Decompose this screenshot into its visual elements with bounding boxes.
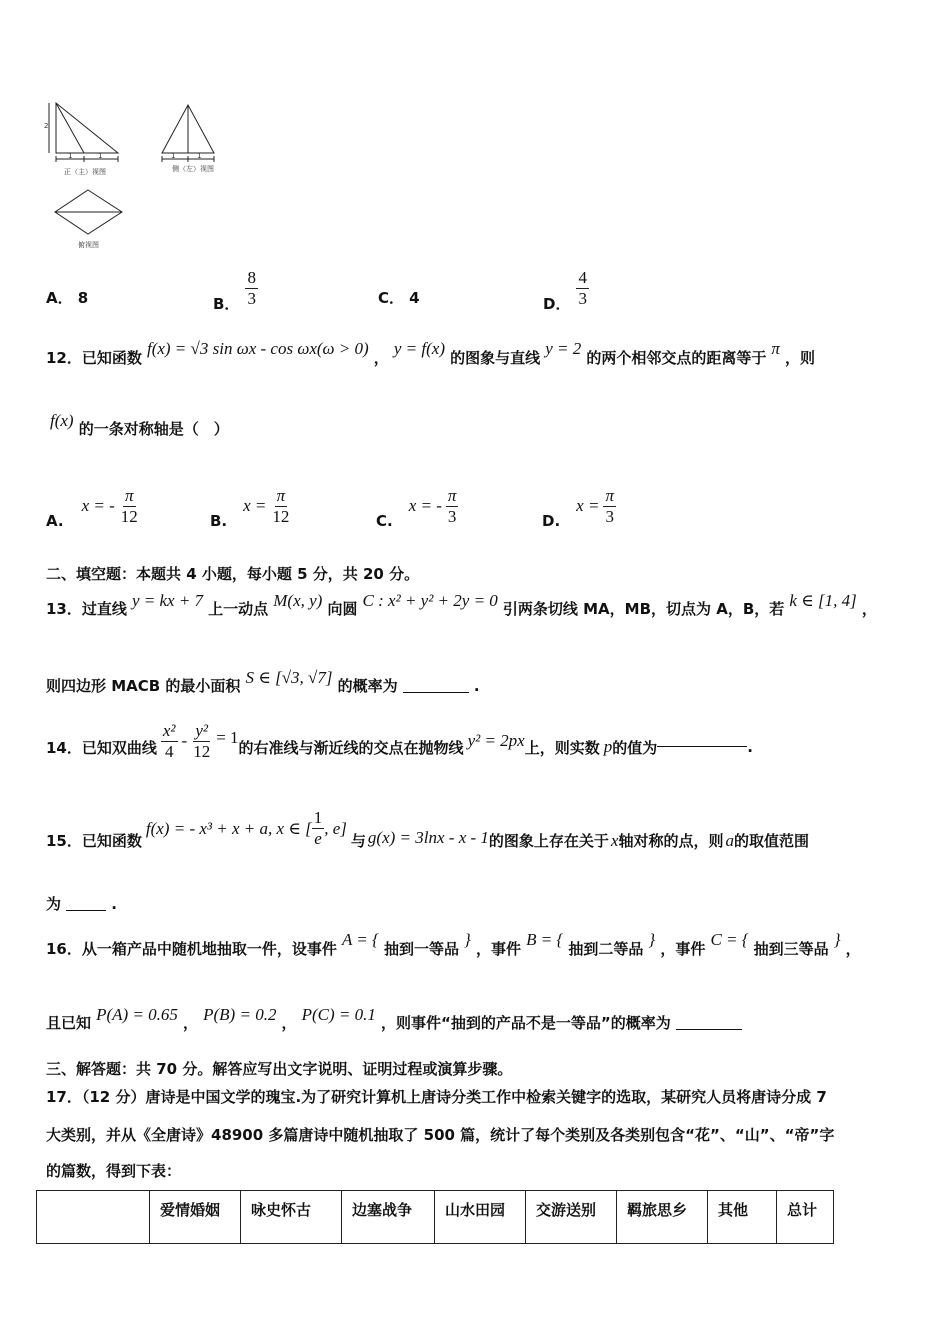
q15-stem: 15．已知函数 f(x) = - x³ + x + a, x ∈ [ $\frac{1}{e}$ , e] 与 g(x) = 3lnx - x - 1 的图象上存在关于 x 轴对称的点，则 a 的取值范围	[46, 808, 809, 850]
q16-stem: 16．从一箱产品中随机地抽取一件，设事件 A = { 抽到一等品 } ，事件 B = { 抽到二等品 } ，事件 C = { 抽到三等品 } ，	[46, 930, 861, 958]
table-header-cell: 总计	[777, 1191, 834, 1244]
q15-line2: 为 .	[46, 895, 117, 913]
answer-blank[interactable]	[66, 909, 106, 911]
q12-option-a[interactable]: A. x = - $\frac{\pi}{12}$	[46, 485, 138, 530]
fraction: $\frac{\pi}{12}$	[272, 485, 290, 526]
side-view-caption: 侧（左）视图	[172, 165, 214, 173]
q13-stem: 13．过直线 y = kx + 7 上一动点 M(x, y) 向圆 C : x² + y² + 2y = 0 引两条切线 MA，MB，切点为 A，B，若 k ∈ [1, 4] ，	[46, 591, 877, 618]
q12-stem: 12．已知函数 f(x) = √3 sin ωx - cos ωx(ω > 0) ， y = f(x) 的图象与直线 y = 2 的两个相邻交点的距离等于 π ，则	[46, 339, 816, 367]
answer-blank[interactable]	[403, 691, 469, 693]
section-2-heading: 二、填空题：本题共 4 小题，每小题 5 分，共 20 分。	[46, 565, 420, 583]
top-view-caption: 俯视图	[78, 241, 99, 249]
fraction: $\frac{\pi}{3}$	[447, 485, 457, 526]
fraction: $\frac{\text{y²}}{12}$	[193, 721, 211, 761]
q12-option-d[interactable]: D. x = $\frac{\pi}{3}$	[542, 485, 614, 530]
table-header-cell: 边塞战争	[342, 1191, 435, 1244]
q17-line2: 大类别，并从《全唐诗》48900 多篇唐诗中随机抽取了 500 篇，统计了每个类别及各类别包含“花”、“山”、“帝”字	[46, 1126, 835, 1144]
fraction: $\frac{\text{x²}}{4}$	[162, 721, 176, 761]
q12-question: f(x) 的一条对称轴是（ ）	[50, 411, 229, 438]
fraction: $\frac{1}{e}$	[313, 808, 323, 848]
q13-line2: 则四边形 MACB 的最小面积 S ∈ [√3, √7] 的概率为 .	[46, 668, 480, 695]
dim-unit: 1	[171, 152, 176, 160]
dim-unit: 1	[68, 152, 73, 160]
q12-option-b[interactable]: B. x = $\frac{\pi}{12}$	[210, 485, 290, 530]
dim-height: 2	[44, 122, 49, 130]
q11-option-c[interactable]: C． 4	[378, 289, 420, 307]
table-header-cell: 咏史怀古	[241, 1191, 342, 1244]
section-3-heading: 三、解答题：共 70 分。解答应写出文字说明、证明过程或演算步骤。	[46, 1060, 513, 1078]
q16-line2: 且已知 P(A) = 0.65 ， P(B) = 0.2 ， P(C) = 0.1 ，则事件“抽到的产品不是一等品”的概率为	[46, 1012, 742, 1033]
table-header-cell: 交游送别	[526, 1191, 617, 1244]
table-header-cell	[37, 1191, 150, 1244]
side-view-drawing	[162, 105, 214, 162]
fraction: $\frac{4}{3}$	[578, 268, 587, 308]
dim-unit: 1	[98, 152, 103, 160]
q11-option-a[interactable]: A． 8	[46, 289, 89, 307]
dim-unit: 1	[197, 152, 202, 160]
table-header-cell: 其他	[708, 1191, 777, 1244]
q17-line3: 的篇数，得到下表：	[46, 1162, 182, 1180]
answer-blank[interactable]	[676, 1028, 742, 1030]
fraction: $\frac{8}{3}$	[247, 268, 256, 308]
q14-stem: 14．已知双曲线 $\frac{\text{x²}}{4}$ - $\frac{\text{y²}}{12}$ = 1 的右准线与渐近线的交点在抛物线 y² = 2px 上，则实数 p 的值为 .	[46, 721, 753, 761]
table-header-cell: 羁旅思乡	[617, 1191, 708, 1244]
fraction: $\frac{\pi}{3}$	[605, 485, 614, 526]
table-header-cell: 爱情婚姻	[150, 1191, 241, 1244]
q12-option-c[interactable]: C. x = - $\frac{\pi}{3}$	[376, 485, 457, 530]
front-view-caption: 正（主）视图	[64, 168, 106, 176]
table-header-cell: 山水田园	[435, 1191, 526, 1244]
poem-category-table	[36, 1190, 834, 1244]
front-view-drawing	[49, 103, 118, 162]
table-header-row	[37, 1191, 834, 1244]
q17-line1: 17．（12 分）唐诗是中国文学的瑰宝.为了研究计算机上唐诗分类工作中检索关键字的选取，某研究人员将唐诗分成 7	[46, 1088, 827, 1106]
q11-option-b[interactable]: B． $\frac{8}{3}$	[213, 268, 256, 313]
top-view-drawing	[55, 190, 122, 234]
answer-blank[interactable]	[657, 745, 747, 747]
fraction: $\frac{\pi}{12}$	[120, 485, 138, 526]
q11-option-d[interactable]: D． $\frac{4}{3}$	[543, 268, 587, 313]
